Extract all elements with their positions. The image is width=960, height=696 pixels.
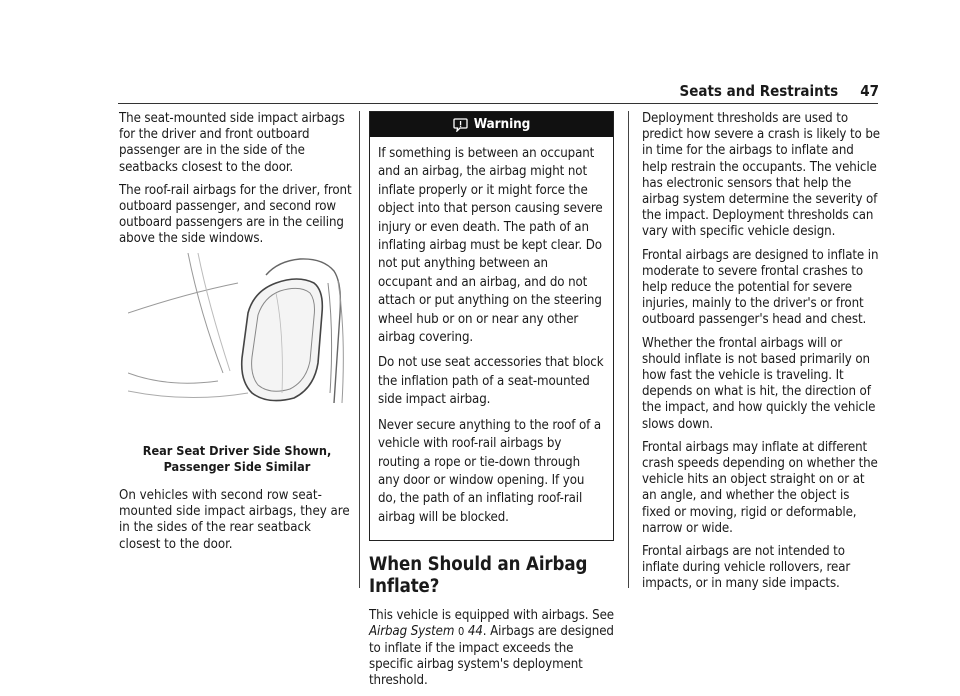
intro-text: This vehicle is equipped with airbags. See — [369, 608, 614, 624]
warning-box — [369, 111, 614, 541]
warning-body — [370, 137, 613, 540]
column-2 — [369, 111, 614, 696]
warning-header — [370, 112, 613, 137]
column-3 — [642, 111, 880, 600]
page-header — [600, 78, 879, 100]
paragraph: Deployment thresholds are used to predict how severe a crash is likely to be in time for the airbags to inflate and help restrain the occupants. The vehicle has electronic sensors that help the airbag system determine the severity of the impact. Deployment thresholds can vary with specific vehicle design. — [642, 111, 881, 240]
warning-paragraph: If something is between an occupant and an airbag, the airbag might not inflate properly or it might force the object into that person causing severe injury or even death. The path of an inflating airbag must be kept clear. Do not put anything between an occupant and an airbag, and do not attach or put anything on the steering wheel hub or on or near any other airbag covering. — [378, 146, 603, 346]
paragraph: The seat-mounted side impact airbags for the driver and front outboard passenger are in the side of the seatbacks closest to the door. — [119, 111, 345, 175]
paragraph: Frontal airbags are designed to inflate in moderate to severe frontal crashes to help reduce the potential for severe injuries, mainly to the driver's or front outboard passenger's head and chest. — [642, 247, 879, 328]
warning-speech-icon — [453, 117, 468, 132]
airbag-system-link[interactable]: Airbag System — [369, 624, 455, 640]
intro-text: . Airbags are designed to inflate if the impact exceeds the specific airbag system's deployment threshold. — [369, 624, 614, 688]
section-title: Seats and Restraints — [679, 82, 839, 100]
warning-paragraph: Never secure anything to the roof of a vehicle with roof-rail airbags by routing a rope or tie-down through any door or window opening. If you do, the path of an inflating roof-rail airbag will be blocked. — [378, 417, 602, 525]
paragraph: The roof-rail airbags for the driver, front outboard passenger, and second row outboard passengers are in the ceiling above the side windows. — [119, 182, 352, 247]
header-rule — [118, 103, 878, 104]
seatback-airbag-illustration — [128, 253, 354, 403]
paragraph: Frontal airbags may inflate at different crash speeds depending on whether the vehicle hits an object straight on or at an angle, and whether the object is fixed or moving, rigid or deformable, narrow or wide. — [642, 439, 878, 536]
column-divider — [359, 111, 360, 588]
paragraph: Frontal airbags are not intended to inflate during vehicle rollovers, rear impacts, or in many side impacts. — [642, 544, 851, 592]
column-divider — [628, 111, 629, 588]
warning-title: Warning — [473, 116, 531, 133]
paragraph: Whether the frontal airbags will or should inflate is not based primarily on how fast the vehicle is traveling. It depends on what is hit, the direction of the impact, and how quickly the vehicle slows down. — [642, 335, 876, 432]
column-1 — [119, 111, 355, 255]
page-number: 47 — [860, 82, 879, 100]
paragraph: On vehicles with second row seat-mounted side impact airbags, they are in the sides of the rear seatback closest to the door. — [119, 488, 350, 552]
column-1-continued — [119, 488, 355, 553]
figure-caption: Rear Seat Driver Side Shown, Passenger Side Similar — [142, 443, 332, 474]
page-ref[interactable]: 44 — [467, 624, 483, 640]
section-heading: When Should an Airbag Inflate? — [369, 554, 588, 598]
page-ref-arrow-icon: 0 — [458, 625, 465, 639]
section-intro — [369, 608, 614, 689]
warning-paragraph: Do not use seat accessories that block the inflation path of a seat-mounted side impact airbag. — [378, 355, 604, 408]
